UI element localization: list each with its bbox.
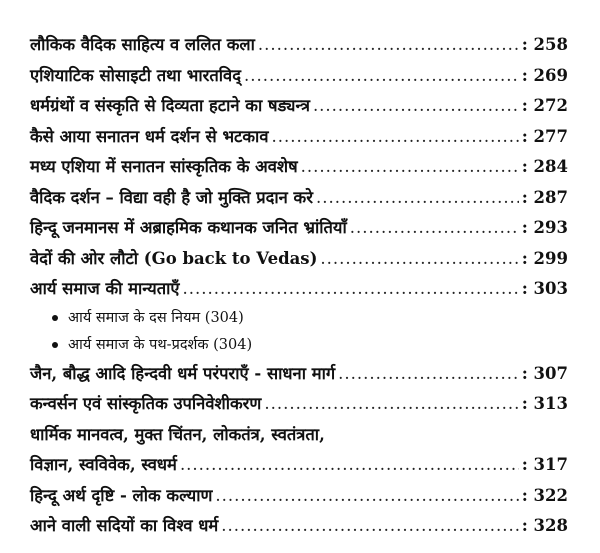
dot-leader — [183, 274, 519, 305]
bullet-icon — [52, 315, 58, 321]
toc-entry-title: धार्मिक मानवत्व, मुक्त चिंतन, लोकतंत्र, स्वतंत्रता, — [30, 424, 325, 444]
toc-entry-title: वेदों की ओर लौटो (Go back to Vedas) — [30, 248, 318, 268]
toc-entry-title: विज्ञान, स्वविवेक, स्वधर्म — [30, 455, 177, 474]
toc-entry-line1 — [30, 420, 568, 451]
toc-entry — [30, 61, 568, 92]
toc-entry-page: : 299 — [521, 248, 568, 268]
dot-leader — [215, 481, 518, 512]
toc-entry-title: हिन्दू अर्थ दृष्टि - लोक कल्याण — [30, 485, 213, 505]
dot-leader — [221, 511, 518, 542]
toc-entry — [30, 91, 568, 122]
toc-entry-page: : 328 — [521, 516, 568, 535]
toc-entry-title: आने वाली सदियों का विश्व धर्म — [30, 516, 219, 535]
toc-entry-title: मध्य एशिया में सनातन सांस्कृतिक के अवशेष — [30, 157, 298, 176]
dot-leader — [301, 152, 519, 183]
toc-entry-title: कन्वर्सन एवं सांस्कृतिक उपनिवेशीकरण — [30, 394, 262, 413]
toc-entry-title: वैदिक दर्शन – विद्या वही है जो मुक्ति प्रदान करे — [30, 187, 313, 207]
table-of-contents — [30, 30, 568, 542]
toc-entry — [30, 274, 568, 305]
dot-leader — [313, 91, 519, 122]
dot-leader — [264, 389, 518, 420]
toc-entry-title: हिन्दू जनमानस में अब्राहमिक कथानक जनित भ्रांतियाँ — [30, 218, 347, 237]
toc-entry-page: : 269 — [521, 65, 568, 85]
toc-sub-entry-text: आर्य समाज के पथ-प्रदर्शक (304) — [68, 336, 253, 353]
toc-sub-entry-text: आर्य समाज के दस नियम (304) — [68, 309, 244, 326]
toc-entry-page: : 277 — [521, 126, 568, 146]
dot-leader — [320, 244, 518, 275]
toc-entry-page: : 258 — [521, 35, 568, 54]
toc-entry-page: : 293 — [521, 218, 568, 237]
toc-entry-title: आर्य समाज की मान्यताएँ — [30, 279, 180, 298]
toc-entry-page: : 307 — [521, 363, 568, 383]
toc-entry — [30, 450, 568, 481]
toc-entry-title: जैन, बौद्ध आदि हिन्दवी धर्म परंपराएँ - साधना मार्ग — [30, 363, 336, 383]
dot-leader — [338, 359, 519, 390]
dot-leader — [350, 213, 519, 244]
bullet-icon — [52, 342, 58, 348]
toc-entry-title: लौकिक वैदिक साहित्य व ललित कला — [30, 35, 255, 54]
toc-entry-page: : 287 — [521, 187, 568, 207]
toc-sub-entry — [30, 305, 568, 332]
toc-entry — [30, 152, 568, 183]
toc-entry — [30, 359, 568, 390]
toc-entry — [30, 244, 568, 275]
toc-entry-page: : 317 — [521, 455, 568, 474]
dot-leader — [258, 30, 519, 61]
dot-leader — [180, 450, 519, 481]
toc-entry — [30, 481, 568, 512]
toc-entry — [30, 183, 568, 214]
toc-entry — [30, 122, 568, 153]
toc-entry-title: एशियाटिक सोसाइटी तथा भारतविद् — [30, 65, 241, 85]
toc-sub-entry — [30, 332, 568, 359]
toc-entry — [30, 30, 568, 61]
toc-entry-page: : 313 — [521, 394, 568, 413]
toc-entry-title: धर्मग्रंथों व संस्कृति से दिव्यता हटाने का षड्यन्त्र — [30, 96, 310, 115]
toc-entry — [30, 511, 568, 542]
toc-entry-page: : 284 — [521, 157, 568, 176]
dot-leader — [272, 122, 519, 153]
dot-leader — [316, 183, 519, 214]
toc-entry-page: : 322 — [521, 485, 568, 505]
toc-entry — [30, 213, 568, 244]
toc-entry — [30, 389, 568, 420]
dot-leader — [244, 61, 519, 92]
toc-entry-page: : 303 — [521, 279, 568, 298]
toc-entry-title: कैसे आया सनातन धर्म दर्शन से भटकाव — [30, 126, 269, 146]
toc-entry-page: : 272 — [521, 96, 568, 115]
